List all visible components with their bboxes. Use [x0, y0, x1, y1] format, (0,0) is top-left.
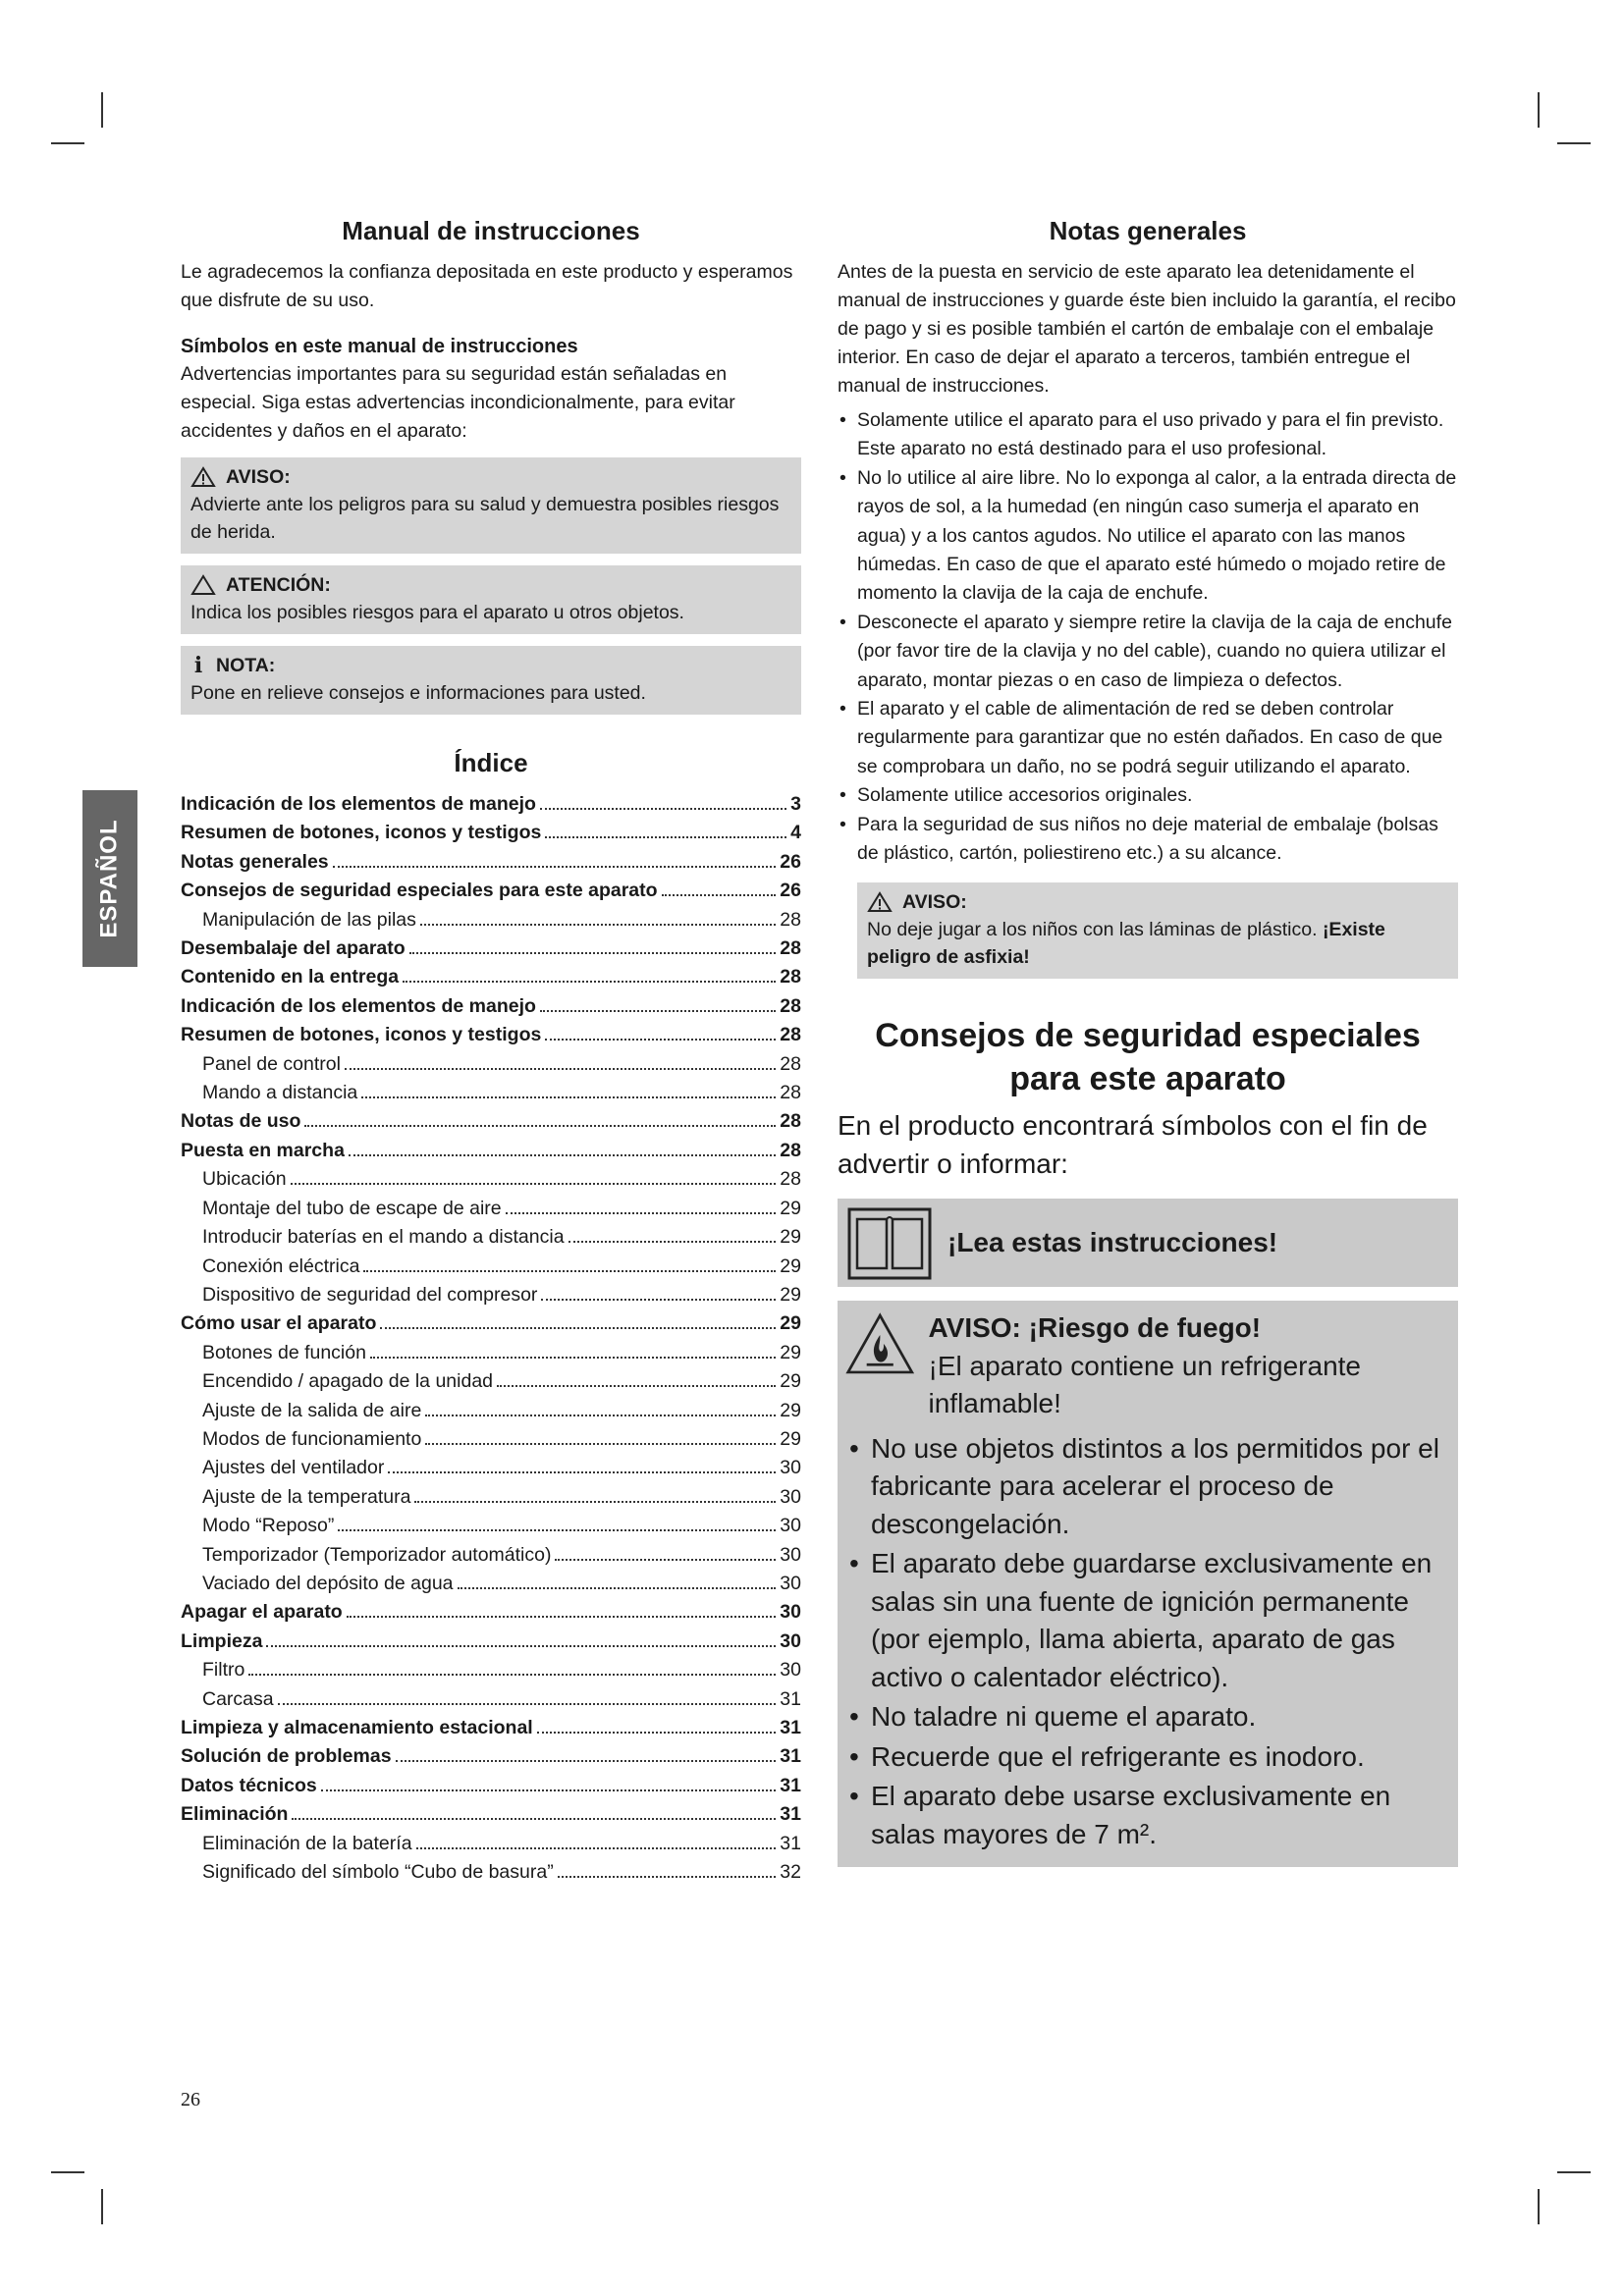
toc-entry-label: Consejos de seguridad especiales para este aparato: [181, 880, 658, 902]
toc-leader: [278, 1703, 777, 1705]
toc-entry-label: Contenido en la entrega: [181, 966, 400, 988]
toc-entry-page: 29: [780, 1255, 801, 1277]
toc-entry-page: 30: [780, 1659, 801, 1682]
toc-leader: [321, 1789, 777, 1791]
toc-entry: [181, 963, 801, 991]
toc-entry: [181, 1598, 801, 1627]
toc-entry: [181, 1858, 801, 1887]
toc-entry-label: Puesta en marcha: [181, 1139, 345, 1161]
toc-entry: [181, 819, 801, 847]
toc-entry-label: Solución de problemas: [181, 1745, 392, 1768]
index-title: Índice: [454, 748, 528, 777]
toc-entry-label: Carcasa: [202, 1687, 274, 1710]
aviso-text: Advierte ante los peligros para su salud y demuestra posibles riesgos de herida.: [190, 494, 780, 543]
toc-entry: [181, 1714, 801, 1742]
info-icon: i: [193, 653, 203, 678]
toc-entry: [181, 1021, 801, 1049]
crop-mark: [101, 2189, 103, 2224]
toc-leader: [540, 1010, 776, 1012]
toc-entry-label: Vaciado del depósito de agua: [202, 1572, 454, 1594]
toc-leader: [662, 894, 777, 896]
toc-entry-label: Ubicación: [202, 1168, 287, 1191]
toc-leader: [292, 1818, 776, 1820]
symbols-heading: Símbolos en este manual de instrucciones: [181, 336, 578, 357]
language-tab: ESPAÑOL: [82, 790, 137, 967]
toc-entry-label: Eliminación de la batería: [202, 1832, 412, 1854]
toc-entry-label: Encendido / apagado de la unidad: [202, 1370, 494, 1393]
fire-warning-subtitle: ¡El aparato contiene un refrigerante inflamable!: [928, 1350, 1361, 1418]
toc-entry: [181, 1656, 801, 1684]
toc-leader: [388, 1471, 776, 1473]
toc-entry-page: 28: [780, 1082, 801, 1104]
toc-leader: [506, 1212, 777, 1214]
aviso-title: AVISO:: [226, 466, 291, 488]
toc-entry-page: 3: [790, 793, 801, 815]
toc-entry-page: 31: [780, 1717, 801, 1738]
manual-title: Manual de instrucciones: [342, 216, 640, 245]
toc-entry-label: Resumen de botones, iconos y testigos: [181, 1024, 542, 1046]
general-note-item: • Para la seguridad de sus niños no deje material de embalaje (bolsas de plástico, cartón, poliestireno etc.) a su alcance.: [838, 811, 1458, 869]
flammable-warning-icon: [845, 1308, 915, 1379]
crop-mark: [101, 92, 103, 128]
toc-entry-page: 4: [790, 822, 801, 844]
toc-entry: [181, 934, 801, 963]
toc-leader: [361, 1096, 776, 1098]
atencion-box: [181, 565, 801, 634]
safety-intro: En el producto encontrará símbolos con el fin de advertir o informar:: [838, 1109, 1428, 1179]
toc-leader: [458, 1587, 777, 1589]
toc-entry-page: 28: [780, 1052, 801, 1075]
toc-leader: [545, 836, 786, 838]
toc-entry: [181, 1483, 801, 1512]
toc-entry-page: 30: [780, 1543, 801, 1566]
fire-warning-box: [838, 1301, 1458, 1868]
toc-entry-label: Desembalaje del aparato: [181, 937, 406, 960]
general-notes-intro: Antes de la puesta en servicio de este aparato lea detenidamente el manual de instrucciones y guarde éste bien incluido la garantía, el recibo de pago y si es posible también el cartón de embalaje con el embalaje interior. En caso de dejar el aparato a terceros, también entregue el manual de instrucciones.: [838, 261, 1456, 397]
toc-entry-label: Datos técnicos: [181, 1774, 317, 1796]
toc-entry-label: Apagar el aparato: [181, 1601, 343, 1624]
toc-entry: [181, 1107, 801, 1136]
fire-warning-title: AVISO: ¡Riesgo de fuego!: [928, 1311, 1262, 1343]
toc-entry-page: 31: [780, 1803, 801, 1826]
toc-entry: [181, 1772, 801, 1800]
toc-entry: [181, 1425, 801, 1454]
toc-entry-page: 28: [780, 1168, 801, 1191]
toc-entry: [181, 1367, 801, 1396]
general-note-item: • El aparato y el cable de alimentación de red se deben controlar regularmente para garantizar que no estén dañados. En caso de que se comprobara un daño, no se podrá seguir utilizando el aparato.: [838, 695, 1458, 781]
toc-leader: [409, 952, 777, 954]
toc-entry-label: Eliminación: [181, 1803, 289, 1826]
toc-entry-page: 31: [780, 1745, 801, 1768]
toc-entry-page: 29: [780, 1399, 801, 1421]
toc-leader: [416, 1847, 777, 1849]
toc-entry: [181, 790, 801, 819]
general-note-item: • Solamente utilice accesorios originales.: [838, 781, 1458, 810]
toc-entry-label: Modos de funcionamiento: [202, 1427, 422, 1450]
toc-entry: [181, 1397, 801, 1425]
toc-entry-label: Botones de función: [202, 1341, 366, 1363]
toc-entry-label: Ajustes del ventilador: [202, 1457, 385, 1479]
toc-entry-label: Ajuste de la salida de aire: [202, 1399, 422, 1421]
warning-icon: [867, 891, 893, 913]
toc-leader: [363, 1270, 776, 1272]
toc-entry: [181, 877, 801, 905]
toc-leader: [403, 981, 776, 983]
toc-entry-page: 31: [780, 1687, 801, 1710]
toc-leader: [545, 1039, 776, 1041]
toc-entry-label: Indicación de los elementos de manejo: [181, 994, 536, 1017]
nota-box: [181, 646, 801, 715]
toc-entry: [181, 1570, 801, 1598]
safety-heading-line2: para este aparato: [1009, 1059, 1286, 1097]
crop-mark: [1538, 2189, 1540, 2224]
toc-leader: [425, 1415, 776, 1416]
crop-mark: [1557, 142, 1591, 144]
toc-entry-label: Dispositivo de seguridad del compresor: [202, 1283, 538, 1306]
toc-entry-page: 32: [780, 1861, 801, 1884]
toc-entry-label: Notas generales: [181, 850, 329, 873]
toc-entry: [181, 1685, 801, 1714]
toc-entry-page: 29: [780, 1283, 801, 1306]
toc-leader: [568, 1241, 777, 1243]
toc-leader: [497, 1385, 776, 1387]
toc-entry-page: 30: [780, 1457, 801, 1479]
read-instructions-box: [838, 1199, 1458, 1287]
nota-title: NOTA:: [216, 655, 276, 676]
plastic-warning-emphasis: ¡Existe peligro de asfixia!: [867, 918, 1385, 968]
toc-leader: [291, 1183, 777, 1185]
symbols-text: Advertencias importantes para su seguridad están señaladas en especial. Siga estas advertencias incondicionalmente, para evitar accidentes y daños en el aparato:: [181, 363, 735, 442]
toc-entry-label: Panel de control: [202, 1052, 341, 1075]
toc-leader: [414, 1501, 776, 1503]
plastic-warning-text: No deje jugar a los niños con las láminas de plástico.: [867, 918, 1323, 940]
crop-mark: [1538, 92, 1540, 128]
toc-leader: [333, 866, 777, 868]
toc-entry-page: 28: [780, 1139, 801, 1161]
toc-entry-page: 28: [780, 966, 801, 988]
toc-entry-page: 26: [780, 880, 801, 902]
toc-entry-page: 29: [780, 1427, 801, 1450]
toc-entry-page: 28: [780, 994, 801, 1017]
toc-entry-page: 30: [780, 1485, 801, 1508]
fire-warning-list: [845, 1430, 1446, 1854]
toc-entry: [181, 1628, 801, 1656]
toc-leader: [396, 1760, 777, 1762]
toc-leader: [540, 808, 786, 810]
read-instructions-text: ¡Lea estas instrucciones!: [947, 1226, 1278, 1257]
toc-entry-page: 28: [780, 1024, 801, 1046]
toc-leader: [304, 1125, 776, 1127]
toc-entry-label: Limpieza: [181, 1629, 263, 1652]
toc-entry: [181, 1050, 801, 1079]
crop-mark: [51, 2171, 84, 2173]
toc-entry: [181, 1281, 801, 1309]
toc-entry: [181, 1830, 801, 1858]
toc-entry-label: Cómo usar el aparato: [181, 1312, 377, 1335]
toc-entry-label: Introducir baterías en el mando a distancia: [202, 1226, 565, 1249]
toc-entry-label: Significado del símbolo “Cubo de basura”: [202, 1861, 554, 1884]
toc-leader: [266, 1645, 776, 1647]
right-column: [838, 216, 1458, 1867]
toc-entry-page: 28: [780, 1110, 801, 1133]
toc-entry: [181, 848, 801, 877]
aviso-box: [181, 457, 801, 554]
toc-entry-page: 30: [780, 1515, 801, 1537]
table-of-contents: [181, 790, 801, 1887]
warning-icon: [190, 466, 216, 488]
toc-leader: [425, 1443, 776, 1445]
toc-entry-label: Conexión eléctrica: [202, 1255, 360, 1277]
toc-entry-page: 30: [780, 1572, 801, 1594]
toc-leader: [541, 1299, 776, 1301]
caution-icon: [190, 574, 216, 596]
plastic-warning-title: AVISO:: [902, 890, 967, 913]
toc-entry-label: Notas de uso: [181, 1110, 301, 1133]
toc-entry-label: Montaje del tubo de escape de aire: [202, 1197, 502, 1219]
toc-entry-page: 29: [780, 1370, 801, 1393]
fire-warning-item: • Recuerde que el refrigerante es inodoro.: [845, 1738, 1446, 1777]
toc-entry: [181, 1742, 801, 1771]
toc-entry: [181, 1541, 801, 1570]
book-icon: [847, 1203, 932, 1282]
toc-entry-page: 30: [780, 1601, 801, 1624]
fire-warning-item: • No use objetos distintos a los permitidos por el fabricante para acelerar el proceso de descongelación.: [845, 1430, 1446, 1544]
toc-leader: [248, 1674, 776, 1676]
toc-leader: [349, 1154, 776, 1156]
toc-leader: [380, 1327, 776, 1329]
toc-entry: [181, 1223, 801, 1252]
atencion-text: Indica los posibles riesgos para el aparato u otros objetos.: [190, 602, 684, 623]
toc-entry-label: Mando a distancia: [202, 1082, 358, 1104]
toc-leader: [420, 924, 776, 926]
toc-entry-label: Modo “Reposo”: [202, 1515, 335, 1537]
crop-mark: [51, 142, 84, 144]
toc-leader: [537, 1732, 777, 1734]
toc-entry-page: 29: [780, 1341, 801, 1363]
crop-mark: [1557, 2171, 1591, 2173]
toc-entry-label: Resumen de botones, iconos y testigos: [181, 822, 542, 844]
toc-entry-page: 26: [780, 850, 801, 873]
toc-entry: [181, 1253, 801, 1281]
page-number: 26: [181, 2089, 200, 2110]
toc-entry: [181, 1339, 801, 1367]
intro-text: Le agradecemos la confianza depositada en este producto y esperamos que disfrute de su uso.: [181, 261, 793, 311]
toc-leader: [345, 1068, 776, 1070]
toc-entry-page: 29: [780, 1197, 801, 1219]
toc-entry: [181, 1195, 801, 1223]
toc-leader: [558, 1876, 777, 1878]
toc-entry-page: 29: [780, 1226, 801, 1249]
toc-entry: [181, 1512, 801, 1540]
toc-entry: [181, 1165, 801, 1194]
toc-entry-label: Temporizador (Temporizador automático): [202, 1543, 552, 1566]
atencion-title: ATENCIÓN:: [226, 574, 331, 596]
general-note-item: • Solamente utilice el aparato para el uso privado y para el fin previsto. Este aparato no está destinado para el uso profesional.: [838, 406, 1458, 464]
toc-entry: [181, 1079, 801, 1107]
toc-entry-label: Filtro: [202, 1659, 245, 1682]
toc-leader: [555, 1559, 776, 1561]
toc-entry: [181, 1309, 801, 1338]
nota-text: Pone en relieve consejos e informaciones para usted.: [190, 682, 646, 704]
general-notes-list: [838, 406, 1458, 869]
general-note-item: • Desconecte el aparato y siempre retire la clavija de la caja de enchufe (por favor tire de la clavija y no del cable), cuando no quiera utilizar el aparato, montar piezas o en caso de limpieza o defectos.: [838, 609, 1458, 695]
toc-entry: [181, 1800, 801, 1829]
toc-entry-page: 31: [780, 1832, 801, 1854]
toc-entry-page: 28: [780, 908, 801, 931]
toc-entry: [181, 992, 801, 1021]
toc-leader: [370, 1357, 776, 1359]
toc-entry-page: 30: [780, 1629, 801, 1652]
toc-entry-page: 31: [780, 1774, 801, 1796]
toc-entry-label: Limpieza y almacenamiento estacional: [181, 1717, 533, 1738]
fire-warning-item: • El aparato debe guardarse exclusivamente en salas sin una fuente de ignición permanente (por ejemplo, llama abierta, aparato de gas activo o calentador eléctrico).: [845, 1545, 1446, 1696]
toc-entry-page: 28: [780, 937, 801, 960]
toc-leader: [347, 1616, 777, 1618]
safety-heading: [838, 1014, 1458, 1100]
toc-entry: [181, 1137, 801, 1165]
general-notes-title: Notas generales: [1049, 216, 1247, 245]
toc-leader: [338, 1529, 776, 1531]
toc-entry: [181, 1454, 801, 1482]
toc-entry-label: Ajuste de la temperatura: [202, 1485, 411, 1508]
toc-entry-page: 29: [780, 1312, 801, 1335]
safety-heading-line1: Consejos de seguridad especiales: [875, 1016, 1421, 1054]
general-note-item: • No lo utilice al aire libre. No lo exponga al calor, a la entrada directa de rayos de sol, a la humedad (en ningún caso sumerja el aparato en agua) y a los cantos agudos. No utilice el aparato con las manos húmedas. En caso de que el aparato esté húmedo o mojado retire de momento la clavija de la caja de enchufe.: [838, 464, 1458, 609]
fire-warning-item: • No taladre ni queme el aparato.: [845, 1698, 1446, 1736]
toc-entry: [181, 906, 801, 934]
left-column: [181, 216, 801, 1887]
toc-entry-label: Indicación de los elementos de manejo: [181, 793, 536, 815]
fire-warning-item: • El aparato debe usarse exclusivamente en salas mayores de 7 m².: [845, 1778, 1446, 1853]
plastic-warning-box: [857, 882, 1458, 979]
toc-entry-label: Manipulación de las pilas: [202, 908, 416, 931]
